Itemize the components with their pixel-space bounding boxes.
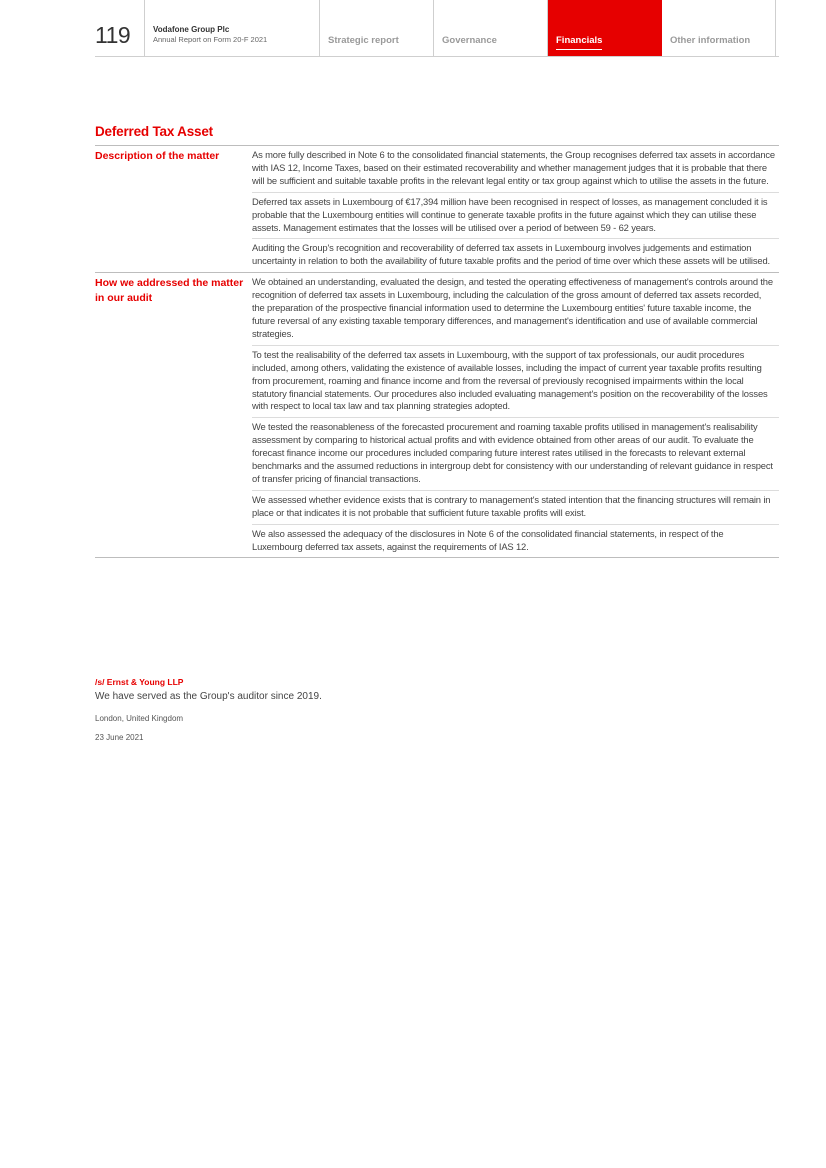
company-name: Vodafone Group Plc (153, 25, 230, 34)
tab-financials[interactable] (548, 0, 662, 56)
tab-strategic-report[interactable] (320, 0, 434, 56)
tab-governance[interactable] (434, 0, 548, 56)
paragraph: We tested the reasonableness of the forecasted procurement and roaming taxable profits utilised in management's realisability assessment by comparing to historical actual profits and with evidence obtained from other areas of our audit. To evaluate the forecast finance income our procedures included comparing future interest rates utilised in the forecasts to relevant external benchmarks and the assumed reductions in intergroup debt for consistency with our understanding of relevant guidance in respect of transfer pricing of financial transactions. (252, 418, 779, 491)
report-name: Annual Report on Form 20-F 2021 (153, 35, 268, 44)
signature-date: 23 June 2021 (95, 733, 144, 742)
matter-row-audit-response (95, 273, 779, 558)
paragraph: We assessed whether evidence exists that is contrary to management's stated intention that the financing structures will remain in place or that indicates it is not probable that sufficient future taxable profits will exist. (252, 491, 779, 525)
paragraph: To test the realisability of the deferred tax assets in Luxembourg, with the support of tax professionals, our audit procedures included, among others, validating the existence of available losses, including the impact of current year taxable profits resulting from procurement, roaming and finance income and from the reversal of previously recognised impairments within the local statutory financial statements. Our procedures also included evaluating management's position on the recoverability of the losses with respect to local tax law and tax planning strategies adopted. (252, 346, 779, 419)
row-label: Description of the matter (95, 150, 220, 162)
page-header (95, 0, 779, 57)
paragraph: Auditing the Group's recognition and recoverability of deferred tax assets in Luxembourg involves judgements and estimation uncertainty in relation to both the availability of future taxable profits and the period of time over which these assets will be utilised. (252, 242, 770, 267)
tab-label: Governance (442, 35, 497, 46)
row-paragraphs (252, 146, 779, 272)
row-label: How we addressed the matter in our audit (95, 277, 244, 305)
paragraph: As more fully described in Note 6 to the consolidated financial statements, the Group recognises deferred tax assets in accordance with IAS 12, Income Taxes, based on their estimated recoverability and whether management judges that it is probable that there will be sufficient and suitable taxable profits in the relevant legal entity or tax group against which to utilise the assets in the future. (252, 146, 779, 193)
key-audit-matter-table (95, 145, 779, 558)
paragraph: We also assessed the adequacy of the disclosures in Note 6 of the consolidated financial statements, in respect of the Luxembourg deferred tax assets, against the requirements of IAS 12. (252, 527, 724, 552)
auditor-signature: /s/ Ernst & Young LLP (95, 677, 184, 687)
auditor-since: We have served as the Group's auditor since 2019. (95, 691, 322, 702)
tab-other-information[interactable] (662, 0, 776, 56)
section-title: Deferred Tax Asset (95, 124, 213, 139)
tab-label: Other information (670, 35, 751, 46)
signature-place: London, United Kingdom (95, 714, 184, 723)
tab-label: Financials (556, 35, 602, 50)
matter-row-description (95, 146, 779, 273)
document-identity (145, 0, 320, 56)
paragraph: Deferred tax assets in Luxembourg of €17,394 million have been recognised in respect of losses, as management concluded it is probable that the Luxembourg entities will continue to generate taxable profits in the future against which they can utilise these assets. Management estimates that the losses will be utilised over a period of between 59 - 62 years. (252, 193, 779, 240)
page-number: 119 (95, 0, 145, 56)
row-paragraphs (252, 273, 779, 557)
tab-label: Strategic report (328, 35, 399, 46)
paragraph: We obtained an understanding, evaluated the design, and tested the operating effectiveness of management's controls around the recognition of deferred tax assets in Luxembourg, including the calculation of the gross amount of deferred tax assets recorded, the preparation of the prospective financial information used to determine the Luxembourg entities' future taxable income, the future reversal of any existing taxable temporary differences, and management's identification and use of available commercial strategies. (252, 273, 779, 346)
